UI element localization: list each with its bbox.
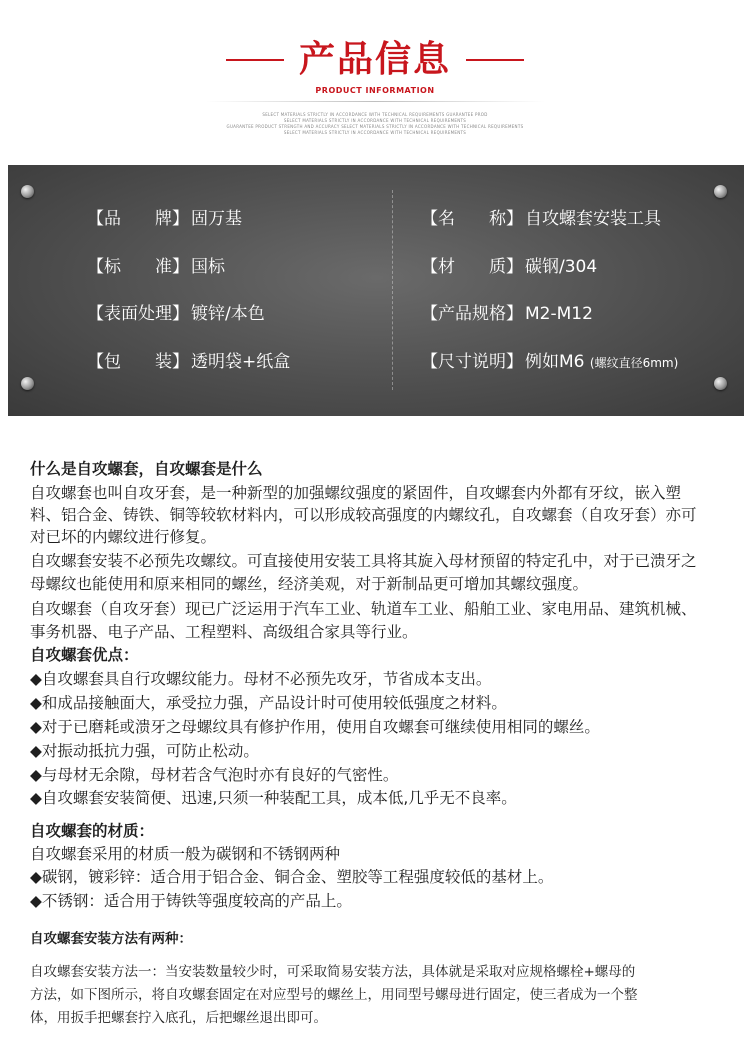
info-panel [8, 165, 744, 416]
bolt-icon [21, 377, 34, 390]
info-value: 自攻螺套安装工具 [525, 209, 661, 229]
info-value: 镀锌/本色 [191, 304, 265, 324]
info-row [8, 300, 744, 328]
info-row [8, 205, 744, 233]
bullet-item: ◆和成品接触面大，承受拉力强，产品设计时可使用较低强度之材料。 [30, 694, 507, 712]
info-value: M2-M12 [525, 304, 593, 324]
info-label: 【标 准】 [87, 257, 189, 277]
bullet-item: ◆与母材无余隙，母材若含气泡时亦有良好的气密性。 [30, 766, 399, 784]
subtitle-underline [205, 101, 545, 102]
info-cell-surface [87, 300, 265, 328]
bullet-item: ◆碳钢，镀彩锌：适合用于铝合金、铜合金、塑胶等工程强度较低的基材上。 [30, 868, 554, 886]
info-label: 【产品规格】 [421, 304, 523, 324]
info-cell-name [421, 205, 661, 233]
bolt-icon [714, 185, 727, 198]
bullet-item: ◆对于已磨耗或溃牙之母螺纹具有修护作用，使用自攻螺套可继续使用相同的螺丝。 [30, 718, 600, 736]
section-heading: 什么是自攻螺套，自攻螺套是什么 [30, 460, 263, 478]
title-line-left [226, 59, 284, 61]
info-label: 【名 称】 [421, 209, 523, 229]
info-row [8, 253, 744, 281]
paragraph-line: 自攻螺套（自攻牙套）现已广泛运用于汽车工业、轨道车工业、船舶工业、家电用品、建筑机械、 [30, 600, 697, 618]
info-cell-standard [87, 253, 225, 281]
fine-print-line: GUARANTEE PRODUCT STRENGTH AND ACCURACY SELECT MATERIALS STRICTLY IN ACCORDANCE WITH TECHNICAL REQUIREMENTS [226, 124, 524, 129]
bullet-item: ◆自攻螺套具自行攻螺纹能力。母材不必预先攻牙，节省成本支出。 [30, 670, 492, 688]
paragraph-line: 对已坏的内螺纹进行修复。 [30, 528, 217, 546]
info-cell-brand [87, 205, 242, 233]
info-cell-size [421, 348, 678, 376]
header [0, 0, 750, 160]
paragraph-line: 自攻螺套采用的材质一般为碳钢和不锈钢两种 [30, 845, 341, 863]
info-cell-spec [421, 300, 593, 328]
paragraph-line: 料、铝合金、铸铁、铜等较软材料内，可以形成较高强度的内螺纹孔，自攻螺套（自攻牙套）亦可 [30, 506, 697, 524]
section-heading: 自攻螺套的材质： [30, 822, 155, 840]
info-note: (螺纹直径6mm) [589, 356, 679, 370]
info-value: 碳钢/304 [525, 257, 598, 277]
title-row [0, 36, 750, 84]
info-label: 【材 质】 [421, 257, 523, 277]
info-cell-package [87, 348, 290, 376]
info-label: 【表面处理】 [87, 304, 189, 324]
info-label: 【品 牌】 [87, 209, 189, 229]
fine-print-line: SELECT MATERIALS STRICTLY IN ACCORDANCE WITH TECHNICAL REQUIREMENTS GUARANTEE PROD [262, 112, 488, 117]
info-value: 固万基 [191, 209, 242, 229]
info-row [8, 348, 744, 376]
fine-print-line: SELECT MATERIALS STRICTLY IN ACCORDANCE WITH TECHNICAL REQUIREMENTS [283, 130, 467, 135]
title-line-right [466, 59, 524, 61]
paragraph-line: 体，用扳手把螺套拧入底孔，后把螺丝退出即可。 [30, 1010, 327, 1026]
section-heading: 自攻螺套优点： [30, 646, 139, 664]
page-title: 产品信息 [298, 39, 451, 80]
info-cell-material [421, 253, 597, 281]
section-heading: 自攻螺套安装方法有两种： [30, 931, 192, 947]
paragraph-line: 自攻螺套也叫自攻牙套，是一种新型的加强螺纹强度的紧固件，自攻螺套内外都有牙纹，嵌入塑 [30, 484, 682, 502]
page-subtitle: PRODUCT INFORMATION [315, 86, 435, 95]
paragraph-line: 事务机器、电子产品、工程塑料、高级组合家具等行业。 [30, 623, 418, 641]
fine-print-line: SELECT MATERIALS STRICTLY IN ACCORDANCE WITH TECHNICAL REQUIREMENTS [283, 118, 467, 123]
info-label: 【尺寸说明】 [421, 352, 523, 372]
bolt-icon [21, 185, 34, 198]
paragraph-line: 母螺纹也能使用和原来相同的螺丝，经济美观，对于新制品更可增加其螺纹强度。 [30, 575, 589, 593]
bullet-item: ◆不锈钢：适合用于铸铁等强度较高的产品上。 [30, 892, 352, 910]
info-value: 透明袋+纸盒 [191, 352, 291, 372]
paragraph-line: 方法，如下图所示，将自攻螺套固定在对应型号的螺丝上，用同型号螺母进行固定，使三者成为一个整 [30, 987, 638, 1003]
bullet-item: ◆自攻螺套安装简便、迅速,只须一种装配工具，成本低,几乎无不良率。 [30, 789, 517, 807]
info-value: 国标 [191, 257, 225, 277]
info-value: 例如M6 [525, 352, 585, 372]
paragraph-line: 自攻螺套安装方法一：当安装数量较少时，可采取简易安装方法，具体就是采取对应规格螺栓+螺母的 [30, 964, 636, 980]
info-label: 【包 装】 [87, 352, 189, 372]
bullet-item: ◆对振动抵抗力强，可防止松动。 [30, 742, 259, 760]
paragraph-line: 自攻螺套安装不必预先攻螺纹。可直接使用安装工具将其旋入母材预留的特定孔中，对于已溃牙之 [30, 552, 697, 570]
bolt-icon [714, 377, 727, 390]
